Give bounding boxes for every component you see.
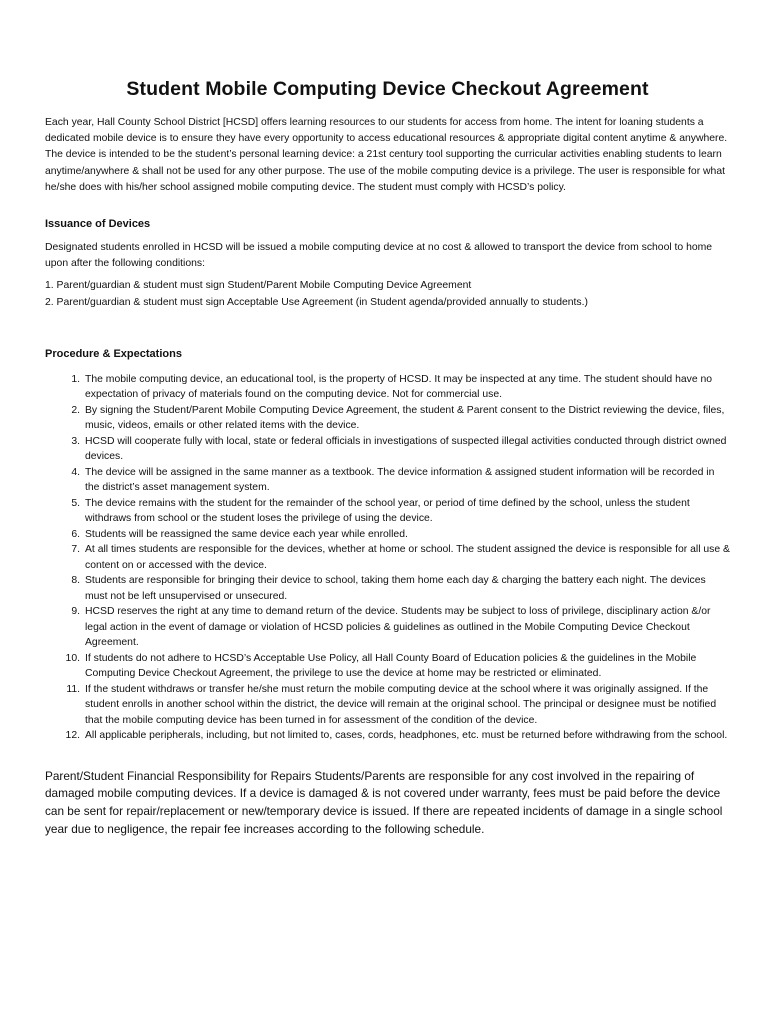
list-item (45, 604, 730, 651)
item-number: 9. (71, 606, 80, 618)
issuance-conditions (45, 278, 730, 310)
item-text: If the student withdraws or transfer he/she must return the mobile computing device at the school where it was originally assigned. If the student enrolls in another school within the district, the device will remain at the original school. The principal or designee must be notified that the mobile computing device has been turned in for assessment of the condition of the device. (85, 683, 717, 726)
item-text: By signing the Student/Parent Mobile Computing Device Agreement, the student & Parent consent to the District reviewing the device, files, music, videos, emails or other related items with the device. (85, 404, 725, 432)
list-item (45, 682, 730, 729)
item-number: 1. (71, 373, 80, 385)
list-item (45, 465, 730, 496)
item-number: 11. (66, 683, 80, 695)
issuance-paragraph: Designated students enrolled in HCSD will be issued a mobile computing device at no cost & allowed to transport the device from school to home upon after the following conditions: (45, 242, 713, 270)
list-item (45, 651, 730, 682)
list-item (45, 403, 730, 434)
list-item (45, 434, 730, 465)
intro-paragraph: Each year, Hall County School District [HCSD] offers learning resources to our students for access from home. The intent for loaning students a dedicated mobile device is to ensure they have every opportunity to access educational resources & appropriate digital content anytime & anywhere. The device is intended to be the student’s personal learning device: a 21st century tool supporting the curricular activities enabling students to learn anytime/anywhere & shall not be used for any other purpose. The use of the mobile computing device is a privilege. The user is responsible for what he/she does with his/her school assigned mobile computing device. The student must comply with HCSD’s policy. (45, 117, 728, 193)
procedures-list (45, 372, 730, 744)
item-text: At all times students are responsible for the devices, whether at home or school. The student assigned the device is responsible for all use & content on or accessed with the device. (85, 544, 730, 571)
item-number: 2. (71, 404, 80, 416)
item-number: 3. (71, 435, 80, 447)
item-text: The mobile computing device, an educational tool, is the property of HCSD. It may be inspected at any time. The student should have no expectation of privacy of materials found on the computing device. Not for commercial use. (85, 373, 713, 401)
list-item (45, 527, 730, 543)
item-text: The device will be assigned in the same manner as a textbook. The device information & assigned student information will be recorded in the district’s asset management system. (85, 466, 715, 494)
item-text: HCSD will cooperate fully with local, state or federal officials in investigations of suspected illegal activities conducted through district owned devices. (85, 435, 727, 463)
page-title: Student Mobile Computing Device Checkout Agreement (126, 78, 649, 100)
item-number: 6. (71, 528, 80, 540)
item-number: 7. (71, 544, 80, 556)
item-text: Students are responsible for bringing their device to school, taking them home each day & charging the battery each night. The devices must not be left unsupervised or unsecured. (85, 575, 706, 602)
list-item (45, 496, 730, 527)
item-number: 5. (71, 497, 80, 509)
item-number: 4. (71, 466, 80, 478)
list-item (45, 542, 730, 573)
procedures-heading: Procedure & Expectations (45, 347, 182, 360)
item-number: 10. (65, 652, 80, 664)
condition-item: 1. Parent/guardian & student must sign Student/Parent Mobile Computing Device Agreement (45, 280, 472, 292)
item-text: The device remains with the student for the remainder of the school year, or period of time defined by the school, unless the student withdraws from school or the student loses the privilege of using the device. (85, 497, 690, 525)
list-item (45, 728, 730, 744)
item-number: 12. (65, 730, 80, 742)
item-text: Students will be reassigned the same device each year while enrolled. (85, 528, 408, 540)
condition-item: 2. Parent/guardian & student must sign Acceptable Use Agreement (in Student agenda/provided annually to students.) (45, 296, 588, 308)
financial-paragraph: Parent/Student Financial Responsibility for Repairs Students/Parents are responsible for any cost involved in the repairing of damaged mobile computing devices. If a device is damaged & is not covered under warranty, fees must be paid before the device can be sent for repair/replacement or new/temporary device is issued. If there are repeated incidents of damage in a single school year due to negligence, the repair fee increases according to the following schedule. (45, 768, 723, 836)
list-item (45, 372, 730, 403)
item-text: HCSD reserves the right at any time to demand return of the device. Students may be subject to loss of privilege, disciplinary action &/or legal action in the event of damage or violation of HCSD policies & guidelines as outlined in the Mobile Computing Device Checkout Agreement. (85, 606, 711, 649)
list-item (45, 573, 730, 604)
item-text: If students do not adhere to HCSD’s Acceptable Use Policy, all Hall County Board of Education policies & the guidelines in the Mobile Computing Device Checkout Agreement, the privilege to use the device at home may be restricted or eliminated. (85, 652, 697, 680)
item-number: 8. (71, 575, 80, 587)
item-text: All applicable peripherals, including, but not limited to, cases, cords, headphones, etc. must be returned before withdrawing from the school. (85, 730, 728, 742)
issuance-heading: Issuance of Devices (45, 218, 151, 231)
